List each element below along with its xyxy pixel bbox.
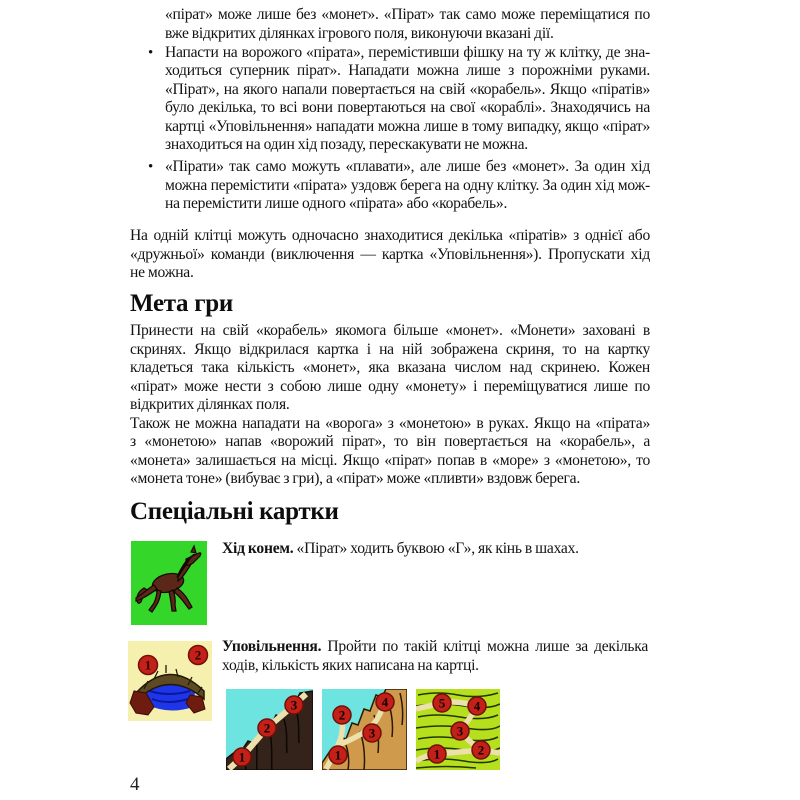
svg-text:1: 1: [334, 747, 342, 763]
slowdown-card-image: [128, 641, 212, 721]
slowdown-example-card-2: [322, 689, 407, 770]
text-line: на перемістити лише одного «пірата» або «корабель».: [165, 195, 508, 212]
text-line: Напасти на ворожого «пірата», перемістивши фішку на ту ж клітку, де зна-: [165, 43, 650, 61]
knight-move-label: Хід конем.: [222, 540, 294, 557]
svg-text:2: 2: [477, 742, 485, 758]
text-line: не можна.: [130, 264, 194, 281]
text-line: «пірат» може лише без «монет». «Пірат» так само може переміщатися по: [165, 6, 650, 23]
text-line: можна перемістити «пірата» уздовж берега на одну клітку. За один хід мож-: [165, 176, 650, 194]
svg-text:1: 1: [144, 657, 152, 673]
text-line: з «монетою» напав «ворожий пірат», то він повертається на «корабель», а: [130, 433, 650, 450]
svg-text:1: 1: [433, 746, 441, 762]
slowdown-example-card-3: [416, 689, 500, 770]
text-line: «монета» залишається на місці. Якщо «пірат» попав в «море» з «монетою», то: [130, 451, 650, 469]
svg-text:2: 2: [194, 647, 202, 663]
slowdown-label: Уповільнення.: [222, 638, 322, 655]
slowdown-caption-line2: ходів, кількість яких написана на картці.: [222, 657, 479, 674]
text-line: було декілька, то всі вони повертаються на свої «кораблі». Знаходячись на: [165, 99, 650, 116]
svg-text:1: 1: [238, 749, 246, 765]
svg-text:4: 4: [381, 694, 389, 710]
svg-text:3: 3: [290, 697, 298, 713]
svg-text:3: 3: [456, 723, 464, 739]
bullet-marker: •: [148, 159, 154, 175]
text-line: «монета тоне» (вибуває з гри), а «пірат» може «пливти» вздовж берега.: [130, 470, 580, 487]
svg-text:4: 4: [473, 698, 481, 714]
text-line: кладеться така кількість «монет», яка вказана числом над скринею. Кожен: [130, 359, 650, 376]
slowdown-caption-line1: [222, 638, 648, 657]
text-line: «дружньої» команди (виключення — картка «Уповільнення»). Пропускати хід: [130, 245, 650, 263]
knight-move-text: «Пірат» ходить буквою «Г», як кінь в шахах.: [293, 540, 579, 557]
svg-text:3: 3: [368, 725, 376, 741]
text-line: На одній клітці можуть одночасно знаходитися декілька «піратів» з однієї або: [130, 227, 650, 244]
text-line: картці «Уповільнення» нападати можна лише в тому випадку, якщо «пірат»: [165, 117, 650, 135]
text-line: «пірат» може нести з собою лише одну «монету» і переміщуватися лише по: [130, 377, 650, 395]
page-number: 4: [130, 774, 140, 795]
text-line: Принести на свій «корабель» якомога більше «монет». «Монети» заховані в: [130, 322, 650, 339]
slowdown-text: Пройти по такій клітці можна лише за декілька: [321, 638, 648, 655]
svg-text:2: 2: [338, 707, 346, 723]
text-line: вже відкритих ділянках ігрового поля, виконуючи вказані дії.: [165, 24, 554, 42]
knight-move-card-image: [131, 541, 207, 625]
section-heading-goal: Мета гри: [130, 290, 233, 317]
text-line: відкритих ділянках поля.: [130, 396, 290, 413]
knight-move-caption: [222, 540, 648, 559]
svg-text:2: 2: [263, 720, 271, 736]
bullet-marker: •: [148, 44, 154, 61]
section-heading-special-cards: Спеціальні картки: [130, 498, 339, 525]
text-line: скринях. Якщо відкрилася картка і на ній зображена скриня, то на картку: [130, 340, 650, 358]
text-line: Також не можна нападати на «ворога» з «монетою» в руках. Якщо на «пірата»: [130, 414, 650, 432]
slowdown-example-card-1: [226, 689, 313, 770]
text-line: ходиться суперник пірат». Нападати можна лише з порожніми руками.: [165, 62, 650, 79]
text-line: «Пірати» так само можуть «плавати», але лише без «монет». За один хід: [165, 158, 650, 175]
text-line: «Пірат», на якого напали повертається на свій «корабель». Якщо «піратів»: [165, 80, 650, 98]
text-line: знаходиться на один хід позаду, перескакувати не можна.: [165, 136, 528, 153]
svg-text:5: 5: [438, 695, 446, 711]
